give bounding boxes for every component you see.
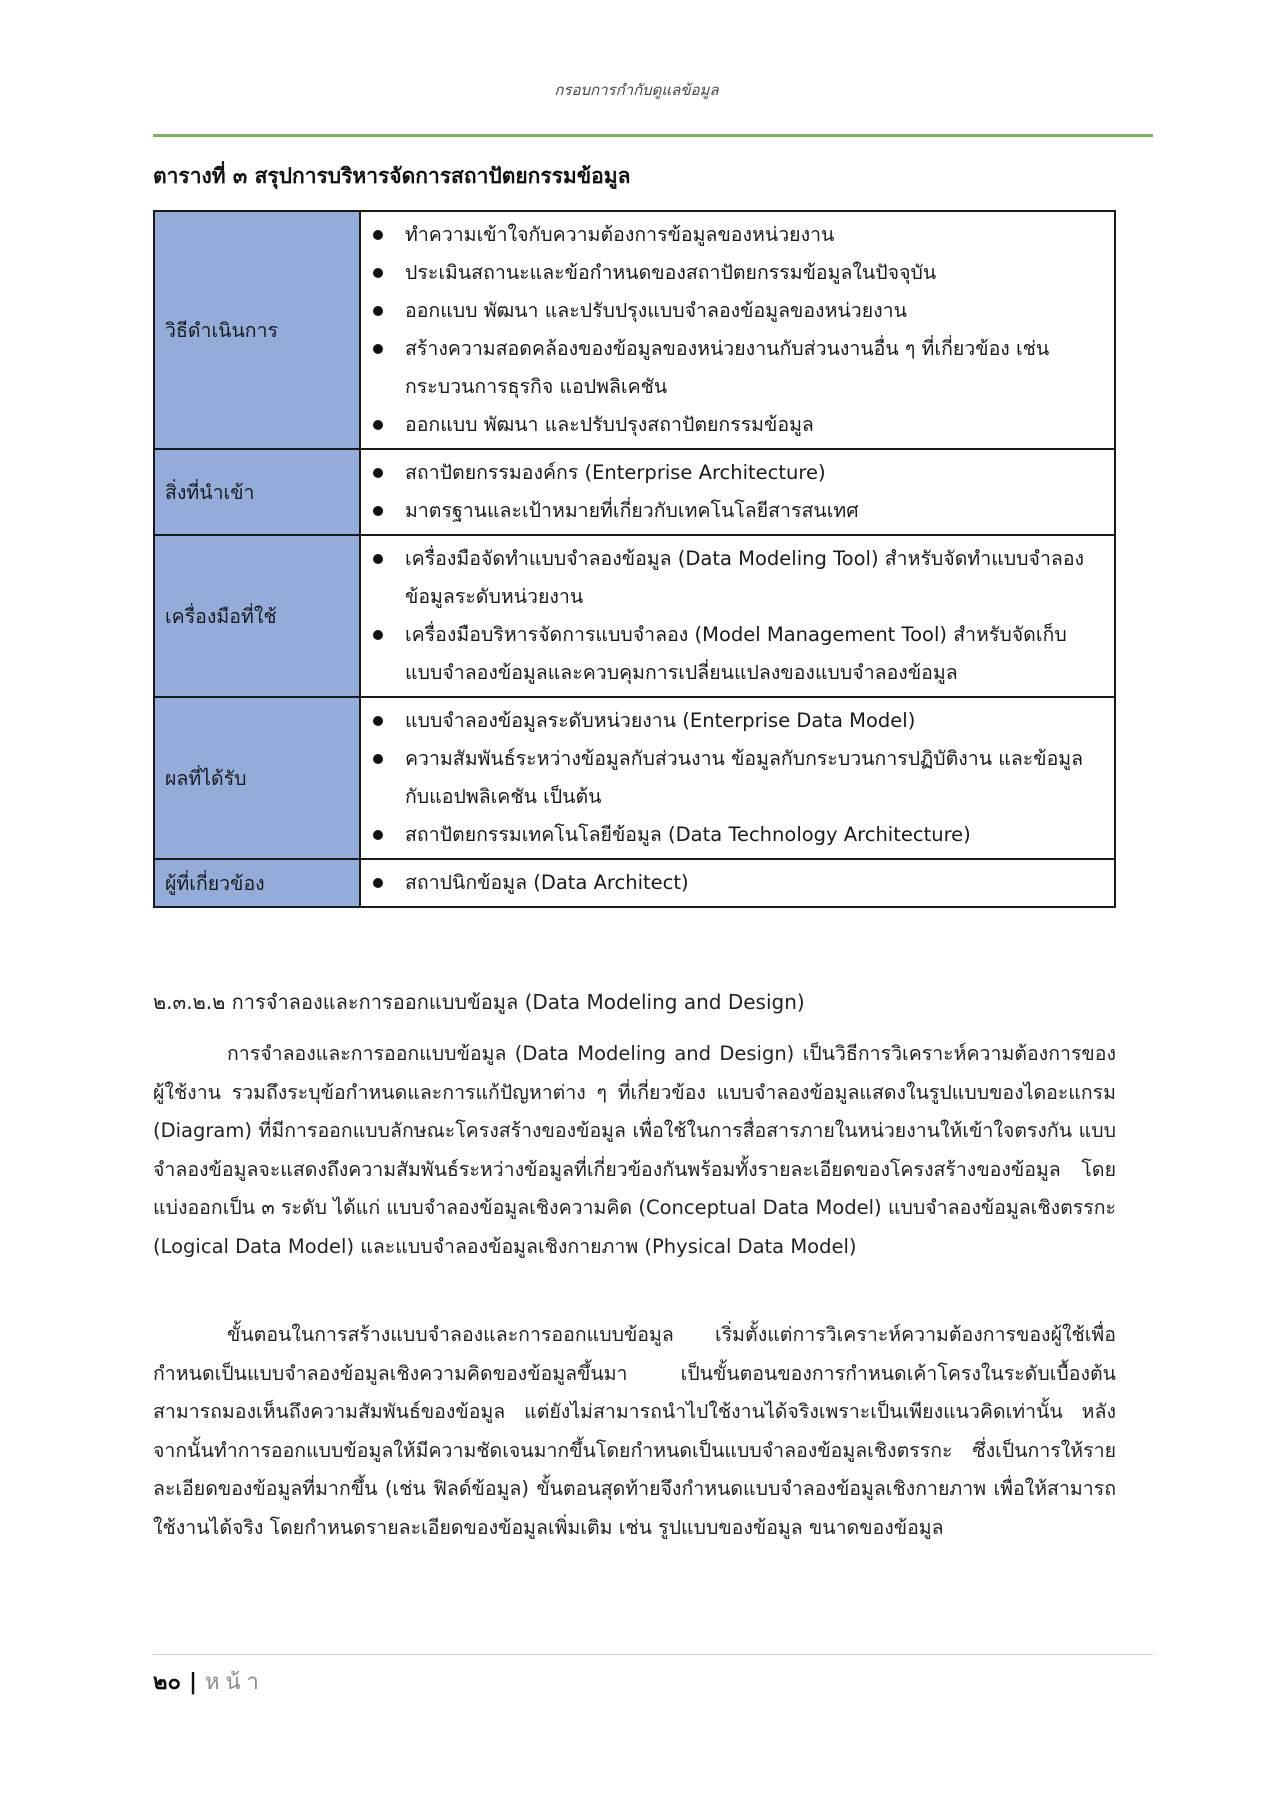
bullet-icon (373, 344, 383, 354)
list-item: สถาปัตยกรรมองค์กร (Enterprise Architecture) (361, 454, 1104, 492)
list-item: มาตรฐานและเป้าหมายที่เกี่ยวกับเทคโนโลยีสารสนเทศ (361, 492, 1104, 530)
page-number: ๒๐ (153, 1670, 181, 1695)
list-item: ออกแบบ พัฒนา และปรับปรุงแบบจำลองข้อมูลของหน่วยงาน (361, 292, 1104, 330)
row-label: เครื่องมือที่ใช้ (154, 535, 360, 697)
body-paragraph: การจำลองและการออกแบบข้อมูล (Data Modeling and Design) เป็นวิธีการวิเคราะห์ความต้องการของผู้ใช้งาน รวมถึงระบุข้อกำหนดและการแก้ปัญหาต่าง ๆ ที่เกี่ยวข้อง แบบจำลองข้อมูลแสดงในรูปแบบของไดอะแกรม (Diagram) ที่มีการออกแบบลักษณะโครงสร้างของข้อมูล เพื่อใช้ในการสื่อสารภายในหน่วยงานให้เข้าใจตรงกัน แบบจำลองข้อมูลจะแสดงถึงความสัมพันธ์ระหว่างข้อมูลที่เกี่ยวข้องกันพร้อมทั้งรายละเอียดของโครงสร้างของข้อมูล โดยแบ่งออกเป็น ๓ ระดับ ได้แก่ แบบจำลองข้อมูลเชิงความคิด (Conceptual Data Model) แบบจำลองข้อมูลเชิงตรรกะ (Logical Data Model) และแบบจำลองข้อมูลเชิงกายภาพ (Physical Data Model) (153, 1042, 1116, 1258)
page-label: หน้า (204, 1670, 265, 1695)
footer-divider (153, 1654, 1153, 1655)
bullet-icon (373, 554, 383, 564)
list-item: สถาปนิกข้อมูล (Data Architect) (361, 864, 1104, 902)
bullet-icon (373, 420, 383, 430)
row-content (360, 449, 1115, 535)
row-label: วิธีดำเนินการ (154, 211, 360, 449)
list-item: สร้างความสอดคล้องของข้อมูลของหน่วยงานกับส่วนงานอื่น ๆ ที่เกี่ยวข้อง เช่น กระบวนการธุรกิจ แอปพลิเคชัน (361, 330, 1104, 406)
row-content (360, 697, 1115, 859)
section-heading: ๒.๓.๒.๒ การจำลองและการออกแบบข้อมูล (Data Modeling and Design) (153, 990, 805, 1014)
bullet-icon (373, 506, 383, 516)
body-paragraph: ขั้นตอนในการสร้างแบบจำลองและการออกแบบข้อมูล เริ่มตั้งแต่การวิเคราะห์ความต้องการของผู้ใช้เพื่อกำหนดเป็นแบบจำลองข้อมูลเชิงความคิดของข้อมูลขึ้นมา เป็นขั้นตอนของการกำหนดเค้าโครงในระดับเบื้องต้น สามารถมองเห็นถึงความสัมพันธ์ของข้อมูล แต่ยังไม่สามารถนำไปใช้งานได้จริงเพราะเป็นเพียงแนวคิดเท่านั้น หลังจากนั้นทำการออกแบบข้อมูลให้มีความชัดเจนมากขึ้นโดยกำหนดเป็นแบบจำลองข้อมูลเชิงตรรกะ ซึ่งเป็นการให้รายละเอียดของข้อมูลที่มากขึ้น (เช่น ฟิลด์ข้อมูล) ขั้นตอนสุดท้ายจึงกำหนดแบบจำลองข้อมูลเชิงกายภาพ เพื่อให้สามารถใช้งานได้จริง โดยกำหนดรายละเอียดของข้อมูลเพิ่มเติม เช่น รูปแบบของข้อมูล ขนาดของข้อมูล (153, 1323, 1116, 1539)
list-item: แบบจำลองข้อมูลระดับหน่วยงาน (Enterprise Data Model) (361, 702, 1104, 740)
list-item: ทำความเข้าใจกับความต้องการข้อมูลของหน่วยงาน (361, 216, 1104, 254)
bullet-icon (373, 716, 383, 726)
header-divider (153, 134, 1153, 137)
table-row (154, 449, 1115, 535)
bullet-icon (373, 878, 383, 888)
table-row (154, 211, 1115, 449)
bullet-icon (373, 630, 383, 640)
running-head: กรอบการกำกับดูแลข้อมูล (554, 81, 719, 99)
list-item: เครื่องมือจัดทำแบบจำลองข้อมูล (Data Modeling Tool) สำหรับจัดทำแบบจำลองข้อมูลระดับหน่วยงาน (361, 540, 1104, 616)
table-caption: ตารางที่ ๓ สรุปการบริหารจัดการสถาปัตยกรรมข้อมูล (153, 164, 631, 188)
list-item: ความสัมพันธ์ระหว่างข้อมูลกับส่วนงาน ข้อมูลกับกระบวนการปฏิบัติงาน และข้อมูลกับแอปพลิเคชัน เป็นต้น (361, 740, 1104, 816)
bullet-icon (373, 230, 383, 240)
row-content (360, 859, 1115, 907)
row-content (360, 535, 1115, 697)
row-label: ผลที่ได้รับ (154, 697, 360, 859)
row-label: สิ่งที่นำเข้า (154, 449, 360, 535)
table-row (154, 859, 1115, 907)
list-item: สถาปัตยกรรมเทคโนโลยีข้อมูล (Data Technology Architecture) (361, 816, 1104, 854)
summary-table (153, 210, 1116, 908)
list-item: เครื่องมือบริหารจัดการแบบจำลอง (Model Management Tool) สำหรับจัดเก็บแบบจำลองข้อมูลและควบคุมการเปลี่ยนแปลงของแบบจำลองข้อมูล (361, 616, 1104, 692)
bullet-icon (373, 268, 383, 278)
bullet-icon (373, 754, 383, 764)
table-row (154, 697, 1115, 859)
footer-separator: | (188, 1670, 197, 1695)
list-item: ประเมินสถานะและข้อกำหนดของสถาปัตยกรรมข้อมูลในปัจจุบัน (361, 254, 1104, 292)
row-content (360, 211, 1115, 449)
bullet-icon (373, 306, 383, 316)
bullet-icon (373, 830, 383, 840)
bullet-icon (373, 468, 383, 478)
table-row (154, 535, 1115, 697)
page-footer (153, 1664, 265, 1699)
list-item: ออกแบบ พัฒนา และปรับปรุงสถาปัตยกรรมข้อมูล (361, 406, 1104, 444)
row-label: ผู้ที่เกี่ยวข้อง (154, 859, 360, 907)
